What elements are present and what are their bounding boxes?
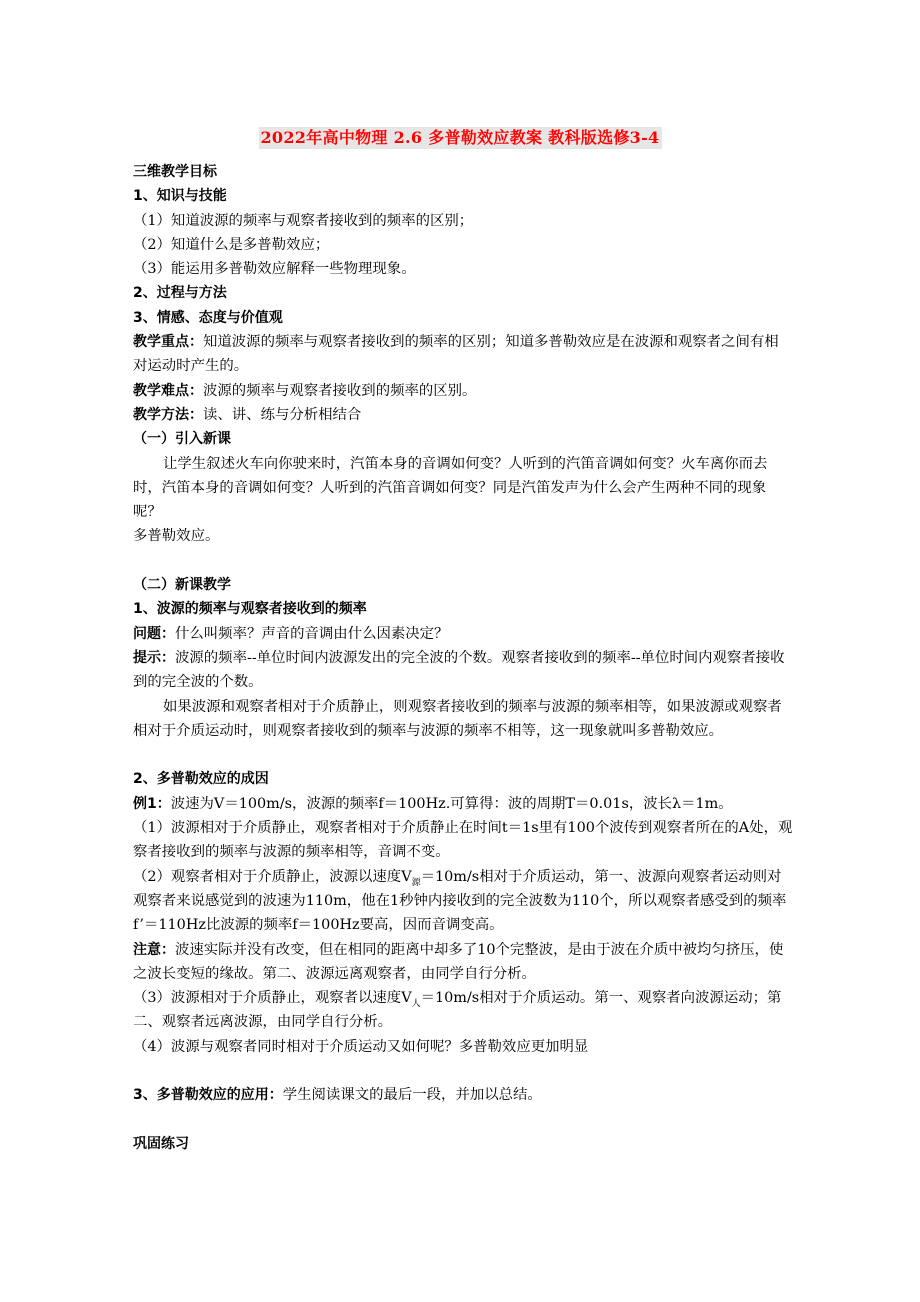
case-3: [133, 986, 793, 1035]
question-text: 什么叫频率？声音的音调由什么因素决定？: [175, 625, 449, 642]
question: [133, 622, 793, 646]
note-text: 波速实际并没有改变，但在相同的距离中却多了10个完整波，是由于波在介质中被均匀挤压，使之波长变短的缘故。第二、波源远离观察者，由同学自行分析。: [133, 941, 784, 982]
knowledge-item-1: （1）知道波源的频率与观察者接收到的频率的区别；: [133, 212, 474, 229]
knowledge-item-3: （3）能运用多普勒效应解释一些物理现象。: [133, 261, 416, 278]
methods-label: 教学方法：: [133, 406, 203, 423]
practice-heading: 巩固练习: [133, 1135, 189, 1152]
case-1: （1）波源相对于介质静止，观察者相对于介质静止在时间t＝1s里有100个波传到观察者所在的A处，观察者接收到的频率与波源的频率相等，音调不变。: [133, 820, 793, 861]
section-2-heading: 2、多普勒效应的成因: [133, 771, 269, 788]
section-3-text: 学生阅读课文的最后一段，并加以总结。: [282, 1087, 542, 1104]
methods-text: 读、讲、练与分析相结合: [203, 406, 362, 423]
spacer: [133, 743, 793, 767]
section-1-paragraph: 如果波源和观察者相对于介质静止，则观察者接收到的频率与波源的频率相等，如果波源或观察者相对于介质运动时，则观察者接收到的频率与波源的频率不相等，这一现象就叫多普勒效应。: [133, 698, 782, 739]
example-1: [133, 792, 793, 816]
emotion-heading: 3、情感、态度与价值观: [133, 309, 283, 326]
key-points: [133, 330, 793, 379]
new-lesson-heading: （二）新课教学: [133, 577, 231, 594]
knowledge-item-2: （2）知道什么是多普勒效应；: [133, 236, 330, 253]
note-label: 注意：: [133, 941, 175, 958]
case-2: [133, 865, 793, 938]
document-title: 2022年高中物理 2.6 多普勒效应教案 教科版选修3-4: [260, 128, 660, 147]
example-text: 波速为V＝100m/s，波源的频率f＝100Hz.可算得：波的周期T＝0.01s，波长λ＝1m。: [170, 795, 733, 812]
spacer: [133, 1059, 793, 1083]
case-4: （4）波源与观察者同时相对于介质运动又如何呢？多普勒效应更加明显: [133, 1038, 589, 1055]
section-3-label: 3、多普勒效应的应用：: [133, 1087, 283, 1104]
key-points-label: 教学重点：: [133, 334, 203, 351]
intro-heading: （一）引入新课: [133, 431, 231, 448]
difficulties-text: 波源的频率与观察者接收到的频率的区别。: [203, 382, 477, 399]
case-2-text-a: （2）观察者相对于介质静止，波源以速度V: [133, 868, 412, 885]
section-1-heading: 1、波源的频率与观察者接收到的频率: [133, 601, 367, 618]
question-label: 问题：: [133, 625, 175, 642]
difficulties-label: 教学难点：: [133, 382, 203, 399]
document-body: [133, 160, 793, 1156]
spacer: [133, 549, 793, 573]
hint-text: 波源的频率--单位时间内波源发出的完全波的个数。观察者接收到的频率--单位时间内观察者接收到的完全波的个数。: [133, 649, 785, 691]
process-heading: 2、过程与方法: [133, 285, 227, 302]
case-2-subscript: 源: [411, 877, 421, 888]
knowledge-heading: 1、知识与技能: [133, 188, 227, 205]
hint: [133, 646, 793, 695]
note: [133, 938, 793, 987]
hint-label: 提示：: [133, 649, 175, 666]
key-points-text: 知道波源的频率与观察者接收到的频率的区别；知道多普勒效应是在波源和观察者之间有相对运动时产生的。: [133, 334, 779, 375]
case-2-text-b: ＝10m/s相对于介质运动，第一、波源向观察者运动则对观察者来说感觉到的波速为110m，他在1秒钟内接收到的完全波数为110个，所以观察者感受到的频率f’＝110Hz比波源的频率f＝100Hz要高，因而音调变高。: [133, 868, 787, 934]
difficulties: [133, 379, 793, 403]
methods: [133, 403, 793, 427]
section-3: [133, 1083, 793, 1107]
case-3-text-b: ＝10m/s相对于介质运动。第一、观察者向波源运动；第二、观察者远离波源，由同学自行分析。: [133, 990, 782, 1031]
intro-paragraph: 让学生叙述火车向你驶来时，汽笛本身的音调如何变？人听到的汽笛音调如何变？火车离你而去时，汽笛本身的音调如何变？人听到的汽笛音调如何变？同是汽笛发声为什么会产生两种不同的现象呢？: [133, 455, 768, 521]
title-row: [0, 127, 920, 149]
case-3-subscript: 人: [411, 998, 421, 1009]
goals-heading: 三维教学目标: [133, 164, 217, 180]
spacer: [133, 1108, 793, 1132]
intro-answer: 多普勒效应。: [133, 528, 220, 545]
example-label: 例1：: [133, 795, 171, 812]
case-3-text-a: （3）波源相对于介质静止，观察者以速度V: [133, 990, 412, 1007]
